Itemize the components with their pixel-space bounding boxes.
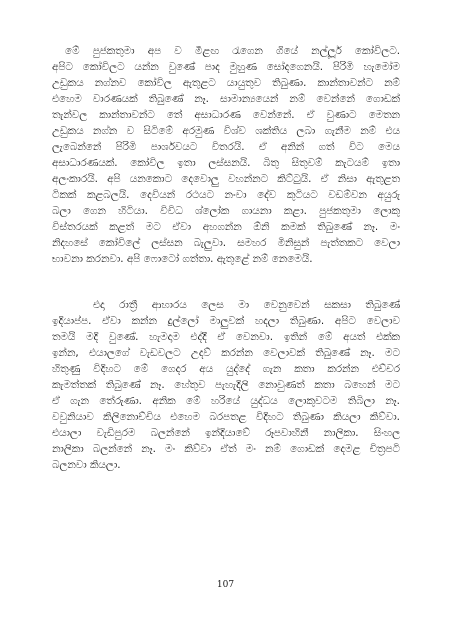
paragraph-line: එයාලා වැඩිපුරම බලන්නේ ඉන්දියාවේ රූපවාහිනී නාලිකා. සිංහල: [52, 427, 400, 439]
paragraph-line: භාවනා කරනවා. අපි ෆොටෝ ගත්තා. ඇතුළේ නම් නෙමෙයි.: [52, 253, 313, 265]
paragraph-line: විස්තරයක් කළත් මට ඒවා අහගන්න ඕනි කමක් තිබුණේ නෑ. මං: [52, 221, 400, 233]
paragraph-line: නිදහසේ කෝවිලේ ලස්සන බැලුවා. සමහර මිනිසුන් පැත්තකට වෙලා: [52, 237, 400, 249]
paragraph-line: තැන්වල කාන්තාවන්ට තේ අසාධාරණ වෙන්නේ. ඒ වුණාට මෙතන: [52, 109, 400, 121]
paragraph-line: ඉන්න, එයාලගේ වැඩවලට උදව් කරන්න වෙලාවක් තිබුණේ නෑ. මට: [52, 347, 400, 359]
paragraph-2: [52, 297, 400, 473]
paragraph-line: කැමත්තක් තිබුණේ නෑ. හේතුව පැහැදිලි නොවුණත් කතා බහෙන් මට: [52, 379, 400, 391]
paragraph-line: වවුනියාව කිලිනොච්චිය එහෙම බරපතළ විදිහට තිබුණා කියලා කිව්වා.: [52, 411, 400, 423]
paragraph-line: අසාධාරණයක්. කෝවිල ඉතා ලස්සනයි. බිතු සිතුවම් කැටයම් ඉතා: [52, 157, 400, 169]
paragraph-line: ටිකක් කළබලයි. දෙවියන් රථයට නංවා දේව කුටියට වඩම්වන අයුරු: [52, 189, 400, 201]
page-number: 107: [216, 580, 235, 590]
paragraph-line: හිතුණු විදිහට මේ ගෙදර අය යුද්දේ ගැන කතා කරන්න එච්චර: [52, 363, 400, 375]
paragraph-line: ඒ ගැන තේරුණා. අනික මේ හරියේ යුද්ධය ලොකුවටම තිබිලා නෑ.: [52, 395, 400, 407]
paragraph-line: නාලිකා බලන්නේ නෑ. මං කිව්වා ඒත් මං නම් ගොඩක් දෙමළ චිත්‍රපටි: [52, 443, 400, 455]
paragraph-1: [52, 43, 400, 267]
paragraph-line: බලා ගෙන හිටියා. විවිධ ශ්ලෝක ගායනා කළා. පුජකතුමා ලොකු: [52, 205, 400, 217]
paragraph-line: තමයි මදි වුණේ. හැමදාම එද්දී ඒ වෙනවා. ඉතින් මේ අයත් එක්ක: [52, 331, 400, 343]
paragraph-line: උඩුකය නග්නව කෝවිල ඇතුළට යායුතුව තිබුණා. කාන්තාවන්ට නම්: [52, 77, 400, 89]
paragraph-line: ඉදියාප්ප. ඒවා කන්න දුල්ලෝ මාලුවක් හදලා තිබුණා. අපිට වෙලාව: [52, 315, 400, 327]
paragraph-line: අපිට කෝවිලට යන්න වුණේ පාද මුහුණ සෝදගෙනයි. පිරිමි හැමෝම: [52, 61, 400, 73]
paragraph-line: අලංකාරයි. අපි යනකොට දෙවොලු වහන්නට කිට්ටුයි. ඒ නිසා ඇතුළත: [52, 173, 400, 185]
paragraph-line: මේ පුජකතුමා අප ව මීළඟ රැගෙන ගියේ නල්ලූර් කෝවිලට.: [65, 45, 400, 57]
paragraph-line: ලැබෙන්නේ පිරිමි පාර්ශවයට විතරයි. ඒ අනින් ගත් විට මෙය: [52, 141, 400, 153]
paragraph-line: එදා රාත්‍රී ආහාරය ලෙස මා වෙනුවෙන් සකසා තිබුණේ: [93, 299, 400, 311]
paragraph-line: උඩුකය නග්න ව සිටිමේ අරමුණ විශ්ව ශක්තිය ලබා ගැනීම නම් එය: [52, 125, 400, 137]
paragraph-line: බලනවා කියලා.: [52, 459, 121, 471]
paragraph-line: එහෙම වාරණයක් තිබුණේ නෑ. සාමාන්‍යයෙන් නම් වෙන්නේ ගොඩක්: [52, 93, 400, 105]
